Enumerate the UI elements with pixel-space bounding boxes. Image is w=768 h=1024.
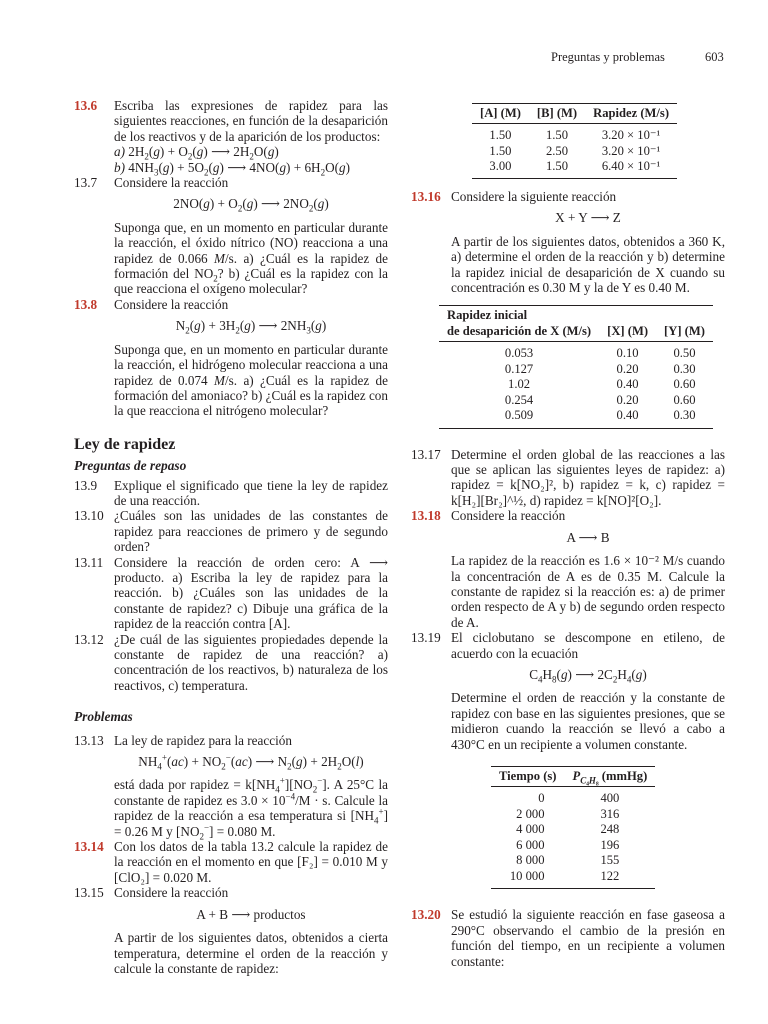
problem-13-10 — [74, 508, 388, 554]
problem-number: 13.18 — [411, 508, 441, 524]
problem-text: Se estudió la siguiente reacción en fase gaseosa a 290°C observando el cambio de la presión en función del tiempo, en un recipiente a volumen constante: — [451, 907, 725, 969]
problem-13-14 — [74, 839, 388, 885]
table-row: 0.053 0.10 0.50 — [504, 346, 696, 361]
table-row: 1.50 1.50 3.20 × 10⁻¹ — [489, 128, 661, 143]
problem-number: 13.14 — [74, 839, 104, 855]
problem-13-13 — [74, 733, 388, 748]
review-questions-title: Preguntas de repaso — [74, 458, 187, 474]
problem-text: Determine el orden global de las reacciones a las que se aplican las siguientes leyes de rapidez: a) rapidez = k[NO₂]², b) rapidez = k, c) rapidez = k[H₂][Br₂]^½, d) rapidez = k[NO]²[O₂]. — [451, 446, 725, 508]
problem-intro: La ley de rapidez para la reacción — [114, 732, 292, 748]
table-13-15 — [472, 103, 677, 179]
problem-13-17 — [411, 447, 725, 509]
table-row: 4 000 248 — [516, 822, 620, 837]
table-row: 1.50 2.50 3.20 × 10⁻¹ — [489, 143, 661, 158]
problem-text: A partir de los siguientes datos, obtenidos a cierta temperatura, determine el orden de la reacción y calcule la constante de rapidez: — [114, 930, 388, 976]
equation-13-16: X + Y ⟶ Z — [555, 210, 621, 226]
problem-13-12 — [74, 632, 388, 694]
problem-intro: El ciclobutano se descompone en etileno, de acuerdo con la ecuación — [451, 630, 725, 661]
problem-intro: Considere la reacción — [114, 296, 229, 312]
table-header: Rapidez (M/s) — [593, 106, 670, 120]
table-13-16 — [439, 305, 713, 428]
table-header: [X] (M) — [607, 323, 649, 338]
problem-number: 13.12 — [74, 631, 104, 647]
problem-13-19 — [411, 630, 725, 661]
table-row: 0.509 0.40 0.30 — [439, 408, 713, 428]
problem-13-8 — [74, 297, 388, 312]
problem-13-16 — [411, 189, 725, 204]
section-title: Ley de rapidez — [74, 435, 176, 453]
problem-number: 13.7 — [74, 175, 98, 191]
problem-intro: Considere la reacción — [451, 508, 566, 524]
table-row: 1.02 0.40 0.60 — [508, 377, 696, 392]
equation-13-8: $N_2(g) + 3H_2(g)$ ⟶ $2NH_3(g)$ — [175, 318, 327, 336]
problem-number: 13.6 — [74, 98, 98, 113]
running-title: Preguntas y problemas — [551, 50, 665, 64]
problem-text: ¿Cuáles son las unidades de las constantes de rapidez para reacciones de primero y de segundo orden? — [114, 508, 388, 555]
equation-13-6a: a) $2H_2(g) + O_2(g)$ ⟶ $2H_2O(g)$ — [114, 144, 279, 162]
problem-number: 13.20 — [411, 907, 441, 923]
table-header: Rapidez inicial — [447, 308, 528, 323]
problem-intro: Considere la reacción — [114, 885, 229, 901]
problem-number: 13.15 — [74, 885, 104, 901]
table-13-19 — [491, 766, 655, 889]
table-header: de desaparición de X (M/s) — [447, 323, 592, 338]
page-number: 603 — [705, 50, 724, 64]
problem-number: 13.19 — [411, 630, 441, 646]
problem-intro: Considere la reacción — [114, 175, 229, 191]
table-header: [Y] (M) — [664, 323, 705, 338]
equation-13-7: $2NO(g) + O_2(g)$ ⟶ $2NO_2(g)$ — [173, 196, 329, 215]
equation-13-19: $C_4H_8(g)$ ⟶ $2C_2H_4(g)$ — [529, 666, 647, 685]
left-column — [74, 98, 388, 976]
problem-text: ¿De cuál de las siguientes propiedades depende la constante de rapidez de una reacción? a) concentración de los reactivos, b) naturaleza de los reactivos, c) temperatura. — [114, 631, 388, 693]
problem-text: Escriba las expresiones de rapidez para las siguientes reacciones, en función de la desaparición de los reactivos y de la aparición de los productos: — [114, 98, 388, 144]
table-header: Tiempo (s) — [499, 768, 557, 783]
problem-text: Suponga que, en un momento en particular durante la reacción, el óxido nítrico (NO) reacciona a una rapidez de 0.066 M/s. a) ¿Cuál es la rapidez de formación del $NO_2$? b) ¿Cuál es la rapidez con la que reacciona el oxígeno molecular? — [114, 219, 388, 297]
table-header: [A] (M) — [480, 106, 521, 120]
problem-text: Determine el orden de reacción y la constante de rapidez con base en las siguientes presiones, que se midieron cuando la reacción se llevó a cabo a 430°C en un recipiente a volumen constante. — [451, 690, 725, 752]
problem-number: 13.10 — [74, 508, 104, 524]
table-row: 0 400 — [538, 791, 620, 806]
problem-text: A partir de los siguientes datos, obtenidos a 360 K, a) determine el orden de la reacción y b) determine la rapidez inicial de desaparición de X cuando su concentración es 0.30 M y la de Y es 0.40 M. — [451, 233, 725, 295]
equation-13-15: A + B ⟶ productos — [196, 906, 306, 922]
problem-number: 13.11 — [74, 554, 104, 570]
problem-text: Suponga que, en un momento en particular durante la reacción, el hidrógeno molecular reacciona a una rapidez de 0.074 M/s. a) ¿Cuál es la rapidez de formación del amoniaco? b) ¿Cuál es la rapidez con la que reacciona el nitrógeno molecular? — [114, 341, 388, 419]
table-row: 6 000 196 — [516, 837, 620, 852]
problem-13-15 — [74, 885, 388, 900]
equation-13-18: A ⟶ B — [566, 529, 610, 545]
problem-number: 13.8 — [74, 296, 98, 312]
table-row: 8 000 155 — [516, 853, 620, 868]
problem-number: 13.16 — [411, 188, 441, 204]
equation-13-13: $NH_4^+(ac) + NO_2^-(ac)$ ⟶ $N_2(g) + 2H_2O(l)$ — [138, 752, 364, 772]
problem-text: Con los datos de la tabla 13.2 calcule la rapidez de la reacción en el momento en que [F₂] = 0.010 M y [ClO₂] = 0.020 M. — [114, 839, 388, 885]
problem-text: está dada por rapidez = $k[NH_4^+][NO_2^-]$. A 25°C la constante de rapidez es $3.0 \times 10^{-4}/M \cdot s$. Calcule la rapidez de la reacción a esa temperatura si $[NH_4^+] = 0.26$ M y $[NO_2^-] = 0.080$ M. — [114, 776, 389, 842]
table-header: $P_{C_4H_8}$ (mmHg) — [572, 768, 648, 786]
table-row: 0.254 0.20 0.60 — [504, 392, 696, 407]
right-column — [411, 103, 725, 969]
problem-text: Explique el significado que tiene la ley de rapidez de una reacción. — [114, 477, 388, 508]
table-row: 2 000 316 — [516, 806, 620, 821]
problem-text: Considere la reacción de orden cero: A ⟶ producto. a) Escriba la ley de rapidez para la reacción. b) ¿Cuáles son las unidades de la constante de rapidez? c) Dibuje una gráfica de la rapidez de la reacción contra [A]. — [114, 554, 389, 632]
table-header: [B] (M) — [536, 106, 578, 120]
problem-13-7 — [74, 175, 388, 190]
problem-number: 13.17 — [411, 446, 441, 462]
equation-13-6b: b) $4NH_3(g) + 5O_2(g)$ ⟶ $4NO(g) + 6H_2O(g)$ — [114, 159, 350, 178]
problem-number: 13.9 — [74, 477, 98, 493]
problem-13-11 — [74, 555, 388, 632]
table-row: 10 000 122 — [491, 869, 655, 889]
problem-13-20 — [411, 907, 725, 969]
problem-13-9 — [74, 478, 388, 509]
table-row: 3.00 1.50 6.40 × 10⁻¹ — [472, 159, 677, 178]
problem-number: 13.13 — [74, 732, 104, 748]
problem-text: La rapidez de la reacción es 1.6 × 10⁻² M/s cuando la concentración de A es de 0.35 M. Calcule la constante de rapidez si la reacción es: a) de primer orden respecto de A y b) de segundo orden respecto de A. — [451, 553, 725, 630]
table-row: 0.127 0.20 0.30 — [504, 361, 696, 376]
problems-title: Problemas — [74, 709, 133, 725]
problem-13-18 — [411, 508, 725, 523]
problem-13-6 — [74, 98, 388, 144]
problem-intro: Considere la siguiente reacción — [451, 188, 617, 204]
